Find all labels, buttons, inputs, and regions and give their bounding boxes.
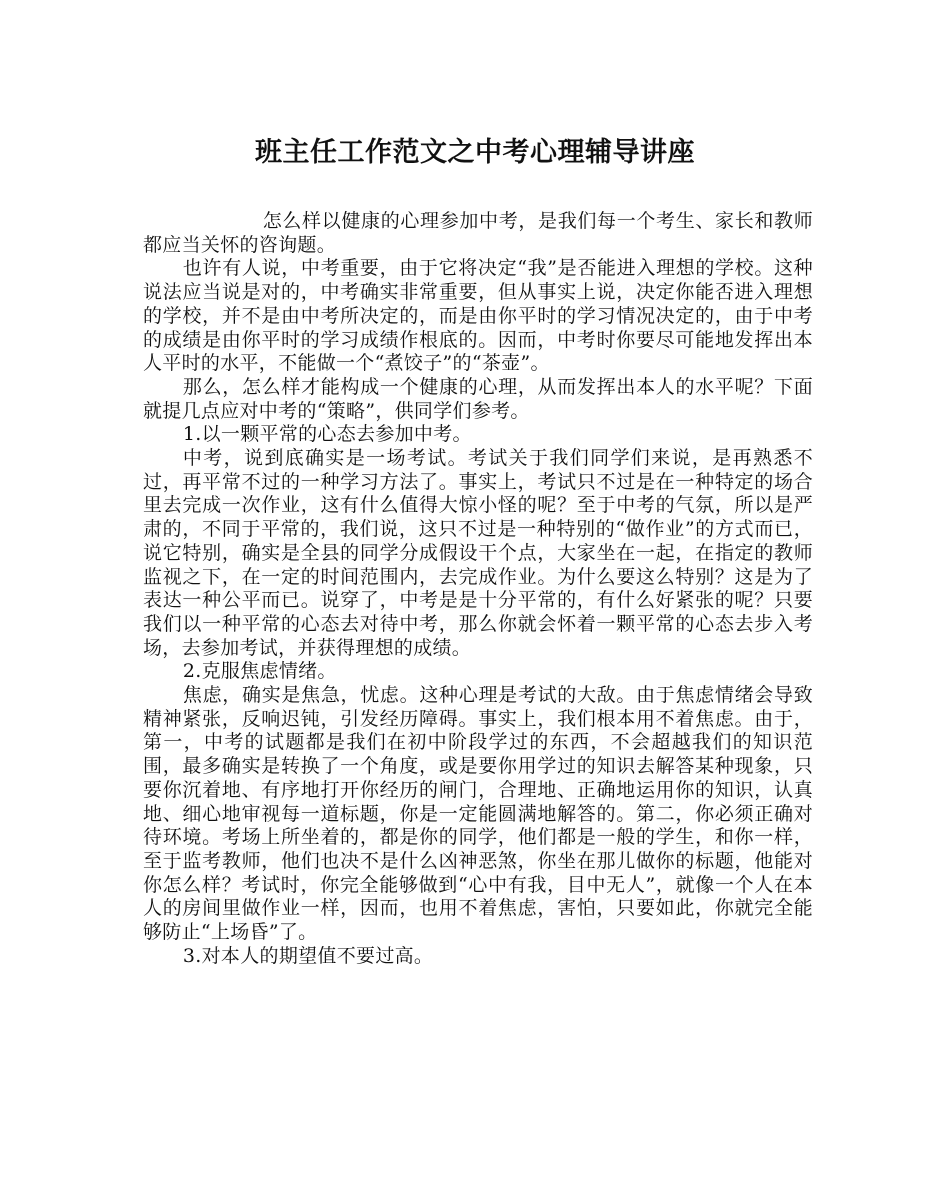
paragraph-intro: 怎么样以健康的心理参加中考，是我们每一个考生、家长和教师都应当关怀的咨询题。 xyxy=(143,210,813,256)
paragraph: 那么，怎么样才能构成一个健康的心理，从而发挥出本人的水平呢？下面就提几点应对中考的“策略”，供同学们参考。 xyxy=(143,375,813,422)
section-heading: 2.克服焦虑情绪。 xyxy=(182,660,337,683)
paragraph: 中考，说到底确实是一场考试。考试关于我们同学们来说，是再熟悉不过，再平常不过的一种学习方法了。事实上，考试只不过是在一种特定的场合里去完成一次作业，这有什么值得大惊小怪的呢？至于中考的气氛，所以是严肃的，不同于平常的，我们说，这只不过是一种特别的“做作业”的方式而已，说它特别，确实是全县的同学分成假设干个点，大家坐在一起，在指定的教师监视之下，在一定的时间范围内，去完成作业。为什么要这么特别？这是为了表达一种公平而已。说穿了，中考是是十分平常的，有什么好紧张的呢？只要我们以一种平常的心态去对待中考，那么你就会怀着一颗平常的心态去步入考场，去参加考试，并获得理想的成绩。 xyxy=(143,447,813,659)
section-heading: 3.对本人的期望值不要过高。 xyxy=(182,944,434,967)
paragraph: 也许有人说，中考重要，由于它将决定“我”是否能进入理想的学校。这种说法应当说是对的，中考确实非常重要，但从事实上说，决定你能否进入理想的学校，并不是由中考所决定的，而是由你平时的学习情况决定的，由于中考的成绩是由你平时的学习成绩作根底的。因而，中考时你要尽可能地发挥出本人平时的水平，不能做一个“煮饺子”的“茶壶”。 xyxy=(143,257,813,375)
section-heading: 1.以一颗平常的心态去参加中考。 xyxy=(182,423,472,446)
paragraph: 焦虑，确实是焦急，忧虑。这种心理是考试的大敌。由于焦虑情绪会导致精神紧张，反响迟钝，引发经历障碍。事实上，我们根本用不着焦虑。由于，第一，中考的试题都是我们在初中阶段学过的东西，不会超越我们的知识范围，最多确实是转换了一个角度，或是要你用学过的知识去解答某种现象，只要你沉着地、有序地打开你经历的闸门，合理地、正确地运用你的知识，认真地、细心地审视每一道标题，你是一定能圆满地解答的。第二，你必须正确对待环境。考场上所坐着的，都是你的同学，他们都是一般的学生，和你一样，至于监考教师，他们也决不是什么凶神恶煞，你坐在那儿做你的标题，他能对你怎么样？考试时，你完全能够做到“心中有我，目中无人”，就像一个人在本人的房间里做作业一样，因而，也用不着焦虑，害怕，只要如此，你就完全能够防止“上场昏”了。 xyxy=(143,684,813,944)
document-body xyxy=(143,210,813,969)
document-title: 班主任工作范文之中考心理辅导讲座 xyxy=(255,137,695,168)
